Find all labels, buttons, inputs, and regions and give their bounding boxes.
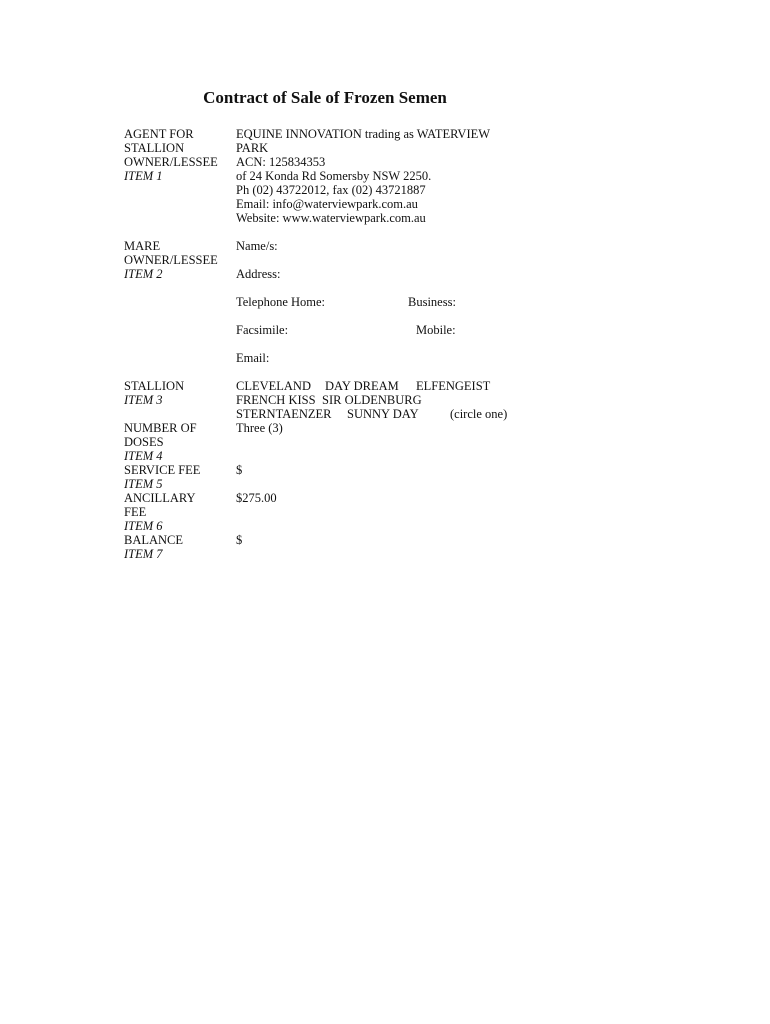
ancillary-fee-value: $275.00 <box>236 491 277 505</box>
stallion-option-sunny-day[interactable]: SUNNY DAY <box>347 407 419 421</box>
stallion-label: STALLION <box>124 379 185 393</box>
balance-label: BALANCE <box>124 533 184 547</box>
agent-email: Email: info@waterviewpark.com.au <box>236 197 418 211</box>
mare-address-field[interactable]: Address: <box>236 267 281 281</box>
doses-value: Three (3) <box>236 421 283 435</box>
doses-label-line-1: NUMBER OF <box>124 421 197 435</box>
agent-label-line-2: STALLION <box>124 141 185 155</box>
service-fee-label: SERVICE FEE <box>124 463 201 477</box>
balance-field[interactable]: $ <box>236 533 243 547</box>
doses-label-line-2: DOSES <box>124 435 164 449</box>
mare-mobile-field[interactable]: Mobile: <box>416 323 456 337</box>
agent-line-2: PARK <box>236 141 269 155</box>
mare-telephone-home-field[interactable]: Telephone Home: <box>236 295 326 309</box>
agent-address: of 24 Konda Rd Somersby NSW 2250. <box>236 169 432 183</box>
agent-website: Website: www.waterviewpark.com.au <box>236 211 426 225</box>
service-fee-item-number: ITEM 5 <box>124 477 163 491</box>
agent-acn: ACN: 125834353 <box>236 155 326 169</box>
service-fee-field[interactable]: $ <box>236 463 243 477</box>
doses-item-number: ITEM 4 <box>124 449 163 463</box>
mare-names-field[interactable]: Name/s: <box>236 239 278 253</box>
stallion-option-elfengeist[interactable]: ELFENGEIST <box>416 379 491 393</box>
agent-label-line-3: OWNER/LESSEE <box>124 155 218 169</box>
balance-item-number: ITEM 7 <box>124 547 163 561</box>
mare-facsimile-field[interactable]: Facsimile: <box>236 323 289 337</box>
ancillary-fee-label-line-1: ANCILLARY <box>124 491 196 505</box>
mare-email-field[interactable]: Email: <box>236 351 270 365</box>
stallion-option-sterntaenzer[interactable]: STERNTAENZER <box>236 407 332 421</box>
mare-item-number: ITEM 2 <box>124 267 163 281</box>
document-title: Contract of Sale of Frozen Semen <box>203 88 447 107</box>
stallion-item-number: ITEM 3 <box>124 393 163 407</box>
stallion-option-day-dream[interactable]: DAY DREAM <box>325 379 399 393</box>
agent-label-line-1: AGENT FOR <box>124 127 194 141</box>
agent-line-1: EQUINE INNOVATION trading as WATERVIEW <box>236 127 491 141</box>
mare-business-field[interactable]: Business: <box>408 295 456 309</box>
stallion-circle-note: (circle one) <box>450 407 508 421</box>
agent-item-number: ITEM 1 <box>124 169 163 183</box>
stallion-option-sir-oldenburg[interactable]: SIR OLDENBURG <box>322 393 422 407</box>
ancillary-fee-label-line-2: FEE <box>124 505 147 519</box>
mare-label-line-1: MARE <box>124 239 161 253</box>
ancillary-fee-item-number: ITEM 6 <box>124 519 163 533</box>
stallion-option-cleveland[interactable]: CLEVELAND <box>236 379 311 393</box>
stallion-option-french-kiss[interactable]: FRENCH KISS <box>236 393 316 407</box>
mare-label-line-2: OWNER/LESSEE <box>124 253 218 267</box>
agent-phone-fax: Ph (02) 43722012, fax (02) 43721887 <box>236 183 426 197</box>
